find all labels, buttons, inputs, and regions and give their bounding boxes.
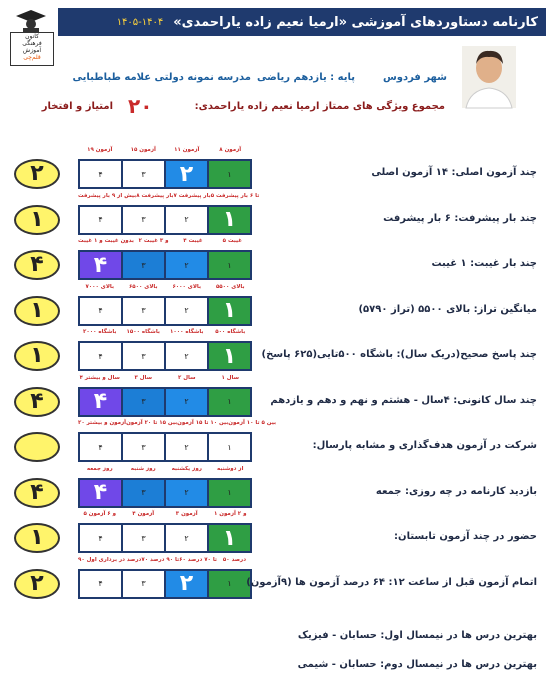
summary-unit: امتیاز و افتخار <box>41 101 113 112</box>
level-bar <box>78 569 252 599</box>
level-labels <box>78 192 260 201</box>
level-label: ۱۵ آزمون <box>130 147 156 153</box>
level-label: ۸ آزمون <box>219 147 242 153</box>
level-cell: ۴ <box>80 389 121 415</box>
level-cell: ۴ <box>80 207 121 233</box>
level-label: باشگاه ۱۰۰۰ <box>170 329 204 335</box>
level-cell: ۱ <box>209 525 250 551</box>
level-cell: ۳ <box>123 252 164 278</box>
level-cell: ۲ <box>166 389 207 415</box>
level-label: بالای ۶۰۰۰ <box>172 283 202 290</box>
level-label: ۱ سال <box>221 374 240 381</box>
summary-value: ۲۰ <box>128 94 153 118</box>
school-label: مدرسه نمونه دولتی علامه طباطبایی <box>72 72 251 83</box>
level-label: ۱۱ آزمون <box>174 147 200 153</box>
level-label: ۲۰ آزمون و بیشتر <box>78 420 127 426</box>
level-cell: ۴ <box>80 161 121 187</box>
level-cell: ۲ <box>166 434 207 460</box>
level-label: بالای ۷۰۰۰ <box>85 283 115 290</box>
level-cell: ۳ <box>123 161 164 187</box>
achievement-question: حضور در چند آزمون تابستان: <box>394 531 537 542</box>
achievement-question: چند بار غیبت: ۱ غیبت <box>431 258 537 269</box>
score-circle: ۴ <box>14 387 60 417</box>
summary-label: مجموع ویژگی های ممتاز ارمیا نعیم زاده یاراحمدی: <box>194 101 445 112</box>
level-label: بین ۱۵ تا ۲۰ آزمون <box>126 420 178 426</box>
level-bar <box>78 523 252 553</box>
level-cell: ۳ <box>123 343 164 369</box>
report-header <box>58 8 546 36</box>
level-label: ۵ غیبت <box>222 238 243 244</box>
level-cell: ۱ <box>209 252 250 278</box>
level-bar <box>78 387 252 417</box>
score-circle: ۲ <box>14 569 60 599</box>
achievement-question: اتمام آزمون قبل از ساعت ۱۲: ۶۴ درصد آزمون ها (۹آزمون) <box>246 576 537 588</box>
level-label: روز جمعه <box>86 465 113 472</box>
level-label: باشگاه ۵۰۰ <box>215 329 246 335</box>
best-subjects-second: بهترین درس ها در نیمسال دوم: حسابان - شیمی <box>297 659 537 670</box>
level-label: ۵۰ درصد <box>222 556 247 563</box>
level-label: ۵ و ۶ آزمون <box>83 511 116 517</box>
level-labels <box>78 238 252 246</box>
level-bar <box>78 296 252 326</box>
level-cell: ۴ <box>80 480 121 506</box>
level-label: باشگاه ۲۰۰۰ <box>83 329 117 335</box>
level-label: ۳ آزمون <box>175 511 198 517</box>
level-label: ۲ سال <box>177 374 196 381</box>
level-label: باشگاه ۱۵۰۰ <box>126 329 160 335</box>
kanoon-logo <box>8 8 54 64</box>
level-bar <box>78 250 252 280</box>
level-cell: ۲ <box>166 207 207 233</box>
score-circle: ۲ <box>14 159 60 189</box>
level-label: از دوشنبه <box>217 465 244 472</box>
level-label: بالای ۵۵۰۰ <box>215 283 245 290</box>
level-cell: ۱ <box>209 480 250 506</box>
achievement-question: چند سال کانونی: ۴سال - هشتم و نهم و دهم و یازدهم <box>270 394 537 406</box>
level-label: ۷۰ تا ۹۰ درصد <box>141 556 180 563</box>
level-bar <box>78 432 252 462</box>
report-title: کارنامه دستاوردهای آموزشی «ارمیا نعیم زاده یاراحمدی» <box>173 14 538 30</box>
level-bar <box>78 205 252 235</box>
level-label: روز یکشنبه <box>171 465 202 472</box>
level-cell: ۱ <box>209 434 250 460</box>
level-label: ۸ بار پیشرفت <box>136 192 174 199</box>
score-circle <box>14 432 60 462</box>
level-cell: ۱ <box>209 343 250 369</box>
level-label: بین ۵ تا ۱۰ آزمون <box>228 420 277 426</box>
level-cell: ۲ <box>166 161 207 187</box>
score-circle: ۱ <box>14 523 60 553</box>
level-cell: ۲ <box>166 480 207 506</box>
grade-label: پایه : یازدهم ریاضی <box>257 72 355 83</box>
level-label: ۹۰ درصد در برداری اول <box>78 556 142 563</box>
level-label: ۷ بار پیشرفت <box>173 192 211 199</box>
achievement-question: میانگین تراز: بالای ۵۵۰۰ (تراز ۵۷۹۰) <box>358 303 537 315</box>
level-labels <box>78 329 252 337</box>
achievement-question: چند آزمون اصلی: ۱۴ آزمون اصلی <box>371 167 537 178</box>
level-label: ۴ آزمون <box>132 511 155 517</box>
level-label: ۲ و ۳ غیبت <box>138 238 169 244</box>
level-cell: ۴ <box>80 252 121 278</box>
level-cell: ۲ <box>166 298 207 324</box>
level-label: ۵ تا ۶ بار پیشرفت <box>210 192 260 199</box>
level-cell: ۳ <box>123 298 164 324</box>
level-labels <box>78 284 252 292</box>
level-cell: ۱ <box>209 389 250 415</box>
level-cell: ۴ <box>80 298 121 324</box>
level-cell: ۳ <box>123 434 164 460</box>
level-cell: ۴ <box>80 525 121 551</box>
level-label: ۱۹ آزمون <box>87 147 113 153</box>
level-cell: ۲ <box>166 252 207 278</box>
score-circle: ۱ <box>14 205 60 235</box>
level-labels <box>78 466 252 474</box>
achievement-question: بازدید کارنامه در چه روزی: جمعه <box>375 485 537 497</box>
achievement-question: چند بار پیشرفت: ۶ بار پیشرفت <box>383 212 537 224</box>
level-cell: ۱ <box>209 298 250 324</box>
score-circle: ۱ <box>14 341 60 371</box>
score-circle: ۱ <box>14 296 60 326</box>
level-label: ۱ و ۲ آزمون <box>214 511 247 517</box>
level-label: ۳ سال <box>134 374 153 381</box>
score-circle: ۴ <box>14 250 60 280</box>
level-labels <box>78 147 252 155</box>
level-labels <box>78 420 277 428</box>
report-year: ۱۴۰۵-۱۴۰۴ <box>116 16 164 28</box>
level-cell: ۳ <box>123 389 164 415</box>
city-label: شهر فردوس <box>382 72 447 83</box>
level-cell: ۳ <box>123 571 164 597</box>
achievement-question: شرکت در آزمون هدف‌گذاری و مشابه پارسال: <box>312 440 537 451</box>
level-label: بیش از ۹ بار پیشرفت <box>78 192 137 199</box>
level-cell: ۱ <box>209 571 250 597</box>
level-cell: ۱ <box>209 207 250 233</box>
level-label: ۶۰ تا ۷۰ درصد <box>179 556 217 563</box>
level-cell: ۳ <box>123 207 164 233</box>
level-label: روز شنبه <box>130 465 156 472</box>
level-cell: ۴ <box>80 571 121 597</box>
level-bar <box>78 341 252 371</box>
level-bar <box>78 478 252 508</box>
level-label: ۴ غیبت <box>183 238 203 244</box>
level-label: بالای ۶۵۰۰ <box>128 283 158 290</box>
level-cell: ۴ <box>80 434 121 460</box>
level-cell: ۳ <box>123 480 164 506</box>
level-cell: ۴ <box>80 343 121 369</box>
level-labels <box>78 375 252 383</box>
score-circle: ۴ <box>14 478 60 508</box>
level-label: ۴ سال و بیشتر <box>79 374 120 381</box>
level-bar <box>78 159 252 189</box>
level-cell: ۳ <box>123 525 164 551</box>
best-subjects-first: بهترین درس ها در نیمسال اول: حسابان - فیزیک <box>297 630 537 641</box>
student-photo <box>462 46 516 108</box>
level-cell: ۲ <box>166 343 207 369</box>
achievement-question: چند پاسخ صحیح(دریک سال): باشگاه ۵۰۰تایی(۶۲۵ پاسخ) <box>261 349 537 360</box>
level-cell: ۲ <box>166 571 207 597</box>
level-cell: ۱ <box>209 161 250 187</box>
level-cell: ۲ <box>166 525 207 551</box>
level-label: بین ۱۰ تا ۱۵ آزمون <box>177 420 229 426</box>
level-label: بدون غیبت و ۱ غیبت <box>78 238 134 244</box>
logo-text: کانون فرهنگی آموزش قلم‌چی <box>10 32 54 66</box>
level-labels <box>78 557 252 565</box>
level-labels <box>78 511 252 519</box>
